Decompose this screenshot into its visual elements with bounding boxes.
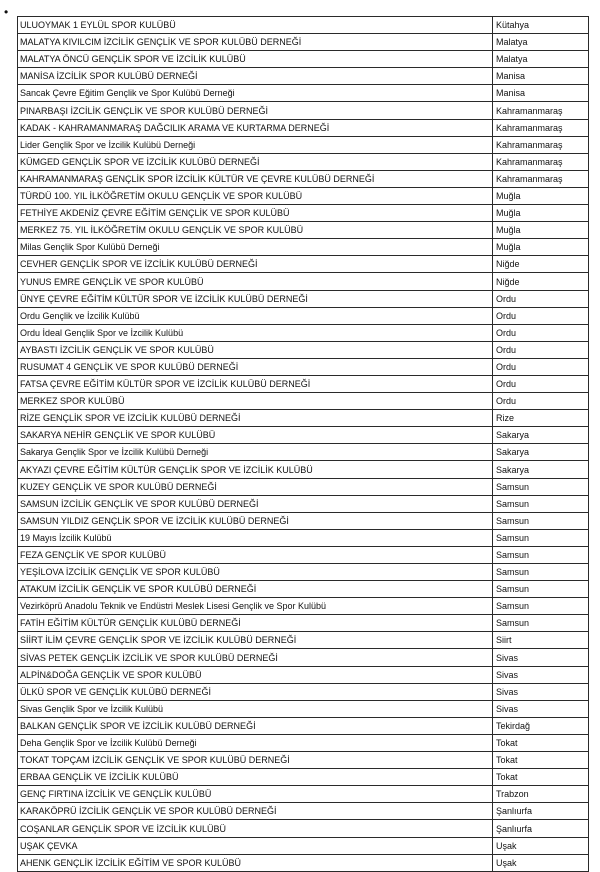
club-name-cell: YUNUS EMRE GENÇLİK VE SPOR KULÜBÜ — [18, 273, 493, 290]
table-row — [18, 427, 589, 444]
club-name-cell: ULUOYMAK 1 EYLÜL SPOR KULÜBÜ — [18, 17, 493, 34]
table-row — [18, 478, 589, 495]
club-name-cell: MALATYA KIVILCIM İZCİLİK GENÇLİK VE SPOR KULÜBÜ DERNEĞİ — [18, 34, 493, 51]
city-cell: Tokat — [493, 734, 589, 751]
city-cell: Malatya — [493, 34, 589, 51]
city-cell: Sivas — [493, 666, 589, 683]
city-cell: Muğla — [493, 239, 589, 256]
table-row — [18, 461, 589, 478]
city-cell: Niğde — [493, 256, 589, 273]
city-cell: Sivas — [493, 700, 589, 717]
club-name-cell: AHENK GENÇLİK İZCİLİK EĞİTİM VE SPOR KULÜBÜ — [18, 854, 493, 871]
table-row — [18, 649, 589, 666]
table-row — [18, 786, 589, 803]
city-cell: Ordu — [493, 375, 589, 392]
table-row — [18, 769, 589, 786]
city-cell: Ordu — [493, 290, 589, 307]
table-row — [18, 752, 589, 769]
club-name-cell: Sivas Gençlik Spor ve İzcilik Kulübü — [18, 700, 493, 717]
table-row — [18, 683, 589, 700]
table-row — [18, 717, 589, 734]
table-row — [18, 529, 589, 546]
table-row — [18, 375, 589, 392]
city-cell: Sakarya — [493, 461, 589, 478]
city-cell: Kahramanmaraş — [493, 153, 589, 170]
table-row — [18, 410, 589, 427]
table-row — [18, 153, 589, 170]
club-name-cell: Vezirköprü Anadolu Teknik ve Endüstri Meslek Lisesi Gençlik ve Spor Kulübü — [18, 598, 493, 615]
club-name-cell: KAHRAMANMARAŞ GENÇLİK SPOR İZCİLİK KÜLTÜR VE ÇEVRE KULÜBÜ DERNEĞİ — [18, 170, 493, 187]
city-cell: Ordu — [493, 324, 589, 341]
table-row — [18, 102, 589, 119]
table-row — [18, 324, 589, 341]
club-name-cell: COŞANLAR GENÇLİK SPOR VE İZCİLİK KULÜBÜ — [18, 820, 493, 837]
club-name-cell: FEZA GENÇLİK VE SPOR KULÜBÜ — [18, 546, 493, 563]
club-name-cell: Deha Gençlik Spor ve İzcilik Kulübü Derneği — [18, 734, 493, 751]
city-cell: Muğla — [493, 187, 589, 204]
club-name-cell: TÜRDÜ 100. YIL İLKÖĞRETİM OKULU GENÇLİK VE SPOR KULÜBÜ — [18, 187, 493, 204]
city-cell: Muğla — [493, 205, 589, 222]
city-cell: Samsun — [493, 546, 589, 563]
city-cell: Sivas — [493, 649, 589, 666]
club-name-cell: KUZEY GENÇLİK VE SPOR KULÜBÜ DERNEĞİ — [18, 478, 493, 495]
city-cell: Kahramanmaraş — [493, 136, 589, 153]
city-cell: Samsun — [493, 478, 589, 495]
city-cell: Muğla — [493, 222, 589, 239]
city-cell: Sakarya — [493, 427, 589, 444]
club-name-cell: MERKEZ SPOR KULÜBÜ — [18, 393, 493, 410]
club-name-cell: Sancak Çevre Eğitim Gençlik ve Spor Kulübü Derneği — [18, 85, 493, 102]
city-cell: Uşak — [493, 837, 589, 854]
club-table-body — [18, 17, 589, 872]
city-cell: Tekirdağ — [493, 717, 589, 734]
club-name-cell: ALPİN&DOĞA GENÇLİK VE SPOR KULÜBÜ — [18, 666, 493, 683]
city-cell: Ordu — [493, 307, 589, 324]
club-name-cell: CEVHER GENÇLİK SPOR VE İZCİLİK KULÜBÜ DERNEĞİ — [18, 256, 493, 273]
city-cell: Malatya — [493, 51, 589, 68]
club-name-cell: Lider Gençlik Spor ve İzcilik Kulübü Derneği — [18, 136, 493, 153]
table-row — [18, 358, 589, 375]
club-name-cell: RİZE GENÇLİK SPOR VE İZCİLİK KULÜBÜ DERNEĞİ — [18, 410, 493, 427]
club-name-cell: FETHİYE AKDENİZ ÇEVRE EĞİTİM GENÇLİK VE SPOR KULÜBÜ — [18, 205, 493, 222]
club-name-cell: KÜMGED GENÇLİK SPOR VE İZCİLİK KULÜBÜ DERNEĞİ — [18, 153, 493, 170]
table-row — [18, 341, 589, 358]
club-name-cell: SAMSUN İZCİLİK GENÇLİK VE SPOR KULÜBÜ DERNEĞİ — [18, 495, 493, 512]
city-cell: Kahramanmaraş — [493, 102, 589, 119]
club-name-cell: ERBAA GENÇLİK VE İZCİLİK KULÜBÜ — [18, 769, 493, 786]
club-name-cell: ÜLKÜ SPOR VE GENÇLİK KULÜBÜ DERNEĞİ — [18, 683, 493, 700]
club-name-cell: KARAKÖPRÜ İZCİLİK GENÇLİK VE SPOR KULÜBÜ DERNEĞİ — [18, 803, 493, 820]
table-row — [18, 495, 589, 512]
city-cell: Kahramanmaraş — [493, 170, 589, 187]
club-name-cell: SİİRT İLİM ÇEVRE GENÇLİK SPOR VE İZCİLİK KULÜBÜ DERNEĞİ — [18, 632, 493, 649]
city-cell: Kahramanmaraş — [493, 119, 589, 136]
club-name-cell: MERKEZ 75. YIL İLKÖĞRETİM OKULU GENÇLİK VE SPOR KULÜBÜ — [18, 222, 493, 239]
table-row — [18, 119, 589, 136]
table-row — [18, 136, 589, 153]
city-cell: Tokat — [493, 752, 589, 769]
table-row — [18, 546, 589, 563]
table-row — [18, 581, 589, 598]
table-row — [18, 273, 589, 290]
club-name-cell: ATAKUM İZCİLİK GENÇLİK VE SPOR KULÜBÜ DERNEĞİ — [18, 581, 493, 598]
club-name-cell: MANİSA İZCİLİK SPOR KULÜBÜ DERNEĞİ — [18, 68, 493, 85]
table-row — [18, 444, 589, 461]
city-cell: Samsun — [493, 529, 589, 546]
table-row — [18, 666, 589, 683]
city-cell: Uşak — [493, 854, 589, 871]
city-cell: Niğde — [493, 273, 589, 290]
table-row — [18, 34, 589, 51]
table-row — [18, 803, 589, 820]
club-name-cell: Sakarya Gençlik Spor ve İzcilik Kulübü Derneği — [18, 444, 493, 461]
city-cell: Şanlıurfa — [493, 803, 589, 820]
club-name-cell: TOKAT TOPÇAM İZCİLİK GENÇLİK VE SPOR KULÜBÜ DERNEĞİ — [18, 752, 493, 769]
club-name-cell: SAMSUN YILDIZ GENÇLİK SPOR VE İZCİLİK KULÜBÜ DERNEĞİ — [18, 512, 493, 529]
table-row — [18, 564, 589, 581]
city-cell: Samsun — [493, 512, 589, 529]
club-name-cell: 19 Mayıs İzcilik Kulübü — [18, 529, 493, 546]
table-row — [18, 598, 589, 615]
city-cell: Sakarya — [493, 444, 589, 461]
city-cell: Ordu — [493, 358, 589, 375]
city-cell: Samsun — [493, 564, 589, 581]
table-row — [18, 256, 589, 273]
table-row — [18, 17, 589, 34]
city-cell: Samsun — [493, 581, 589, 598]
table-row — [18, 700, 589, 717]
city-cell: Siirt — [493, 632, 589, 649]
city-cell: Ordu — [493, 393, 589, 410]
city-cell: Rize — [493, 410, 589, 427]
club-name-cell: UŞAK ÇEVKA — [18, 837, 493, 854]
city-cell: Kütahya — [493, 17, 589, 34]
city-cell: Manisa — [493, 85, 589, 102]
table-row — [18, 68, 589, 85]
bullet-mark: • — [4, 5, 9, 19]
city-cell: Sivas — [493, 683, 589, 700]
table-row — [18, 820, 589, 837]
city-cell: Samsun — [493, 598, 589, 615]
club-name-cell: ÜNYE ÇEVRE EĞİTİM KÜLTÜR SPOR VE İZCİLİK KULÜBÜ DERNEĞİ — [18, 290, 493, 307]
club-name-cell: AKYAZI ÇEVRE EĞİTİM KÜLTÜR GENÇLİK SPOR VE İZCİLİK KULÜBÜ — [18, 461, 493, 478]
city-cell: Tokat — [493, 769, 589, 786]
club-name-cell: KADAK - KAHRAMANMARAŞ DAĞCILIK ARAMA VE KURTARMA DERNEĞİ — [18, 119, 493, 136]
table-row — [18, 290, 589, 307]
club-name-cell: Ordu Gençlik ve İzcilik Kulübü — [18, 307, 493, 324]
city-cell: Şanlıurfa — [493, 820, 589, 837]
table-row — [18, 837, 589, 854]
city-cell: Samsun — [493, 495, 589, 512]
club-name-cell: Milas Gençlik Spor Kulübü Derneği — [18, 239, 493, 256]
city-cell: Trabzon — [493, 786, 589, 803]
table-row — [18, 734, 589, 751]
club-table — [17, 16, 589, 872]
table-row — [18, 854, 589, 871]
table-row — [18, 615, 589, 632]
club-name-cell: Ordu İdeal Gençlik Spor ve İzcilik Kulübü — [18, 324, 493, 341]
table-row — [18, 512, 589, 529]
table-row — [18, 239, 589, 256]
club-name-cell: FATİH EĞİTİM KÜLTÜR GENÇLİK KULÜBÜ DERNEĞİ — [18, 615, 493, 632]
club-name-cell: PINARBAŞI İZCİLİK GENÇLİK VE SPOR KULÜBÜ DERNEĞİ — [18, 102, 493, 119]
club-name-cell: SİVAS PETEK GENÇLİK İZCİLİK VE SPOR KULÜBÜ DERNEĞİ — [18, 649, 493, 666]
table-row — [18, 205, 589, 222]
table-row — [18, 85, 589, 102]
city-cell: Samsun — [493, 615, 589, 632]
club-name-cell: MALATYA ÖNCÜ GENÇLİK SPOR VE İZCİLİK KULÜBÜ — [18, 51, 493, 68]
table-row — [18, 187, 589, 204]
table-row — [18, 51, 589, 68]
table-row — [18, 222, 589, 239]
table-row — [18, 307, 589, 324]
table-row — [18, 393, 589, 410]
club-name-cell: SAKARYA NEHİR GENÇLİK VE SPOR KULÜBÜ — [18, 427, 493, 444]
club-name-cell: FATSA ÇEVRE EĞİTİM KÜLTÜR SPOR VE İZCİLİK KULÜBÜ DERNEĞİ — [18, 375, 493, 392]
city-cell: Ordu — [493, 341, 589, 358]
table-row — [18, 632, 589, 649]
table-row — [18, 170, 589, 187]
club-name-cell: BALKAN GENÇLİK SPOR VE İZCİLİK KULÜBÜ DERNEĞİ — [18, 717, 493, 734]
club-name-cell: YEŞİLOVA İZCİLİK GENÇLİK VE SPOR KULÜBÜ — [18, 564, 493, 581]
city-cell: Manisa — [493, 68, 589, 85]
club-name-cell: AYBASTI İZCİLİK GENÇLİK VE SPOR KULÜBÜ — [18, 341, 493, 358]
club-name-cell: GENÇ FIRTINA İZCİLİK VE GENÇLİK KULÜBÜ — [18, 786, 493, 803]
club-name-cell: RUSUMAT 4 GENÇLİK VE SPOR KULÜBÜ DERNEĞİ — [18, 358, 493, 375]
